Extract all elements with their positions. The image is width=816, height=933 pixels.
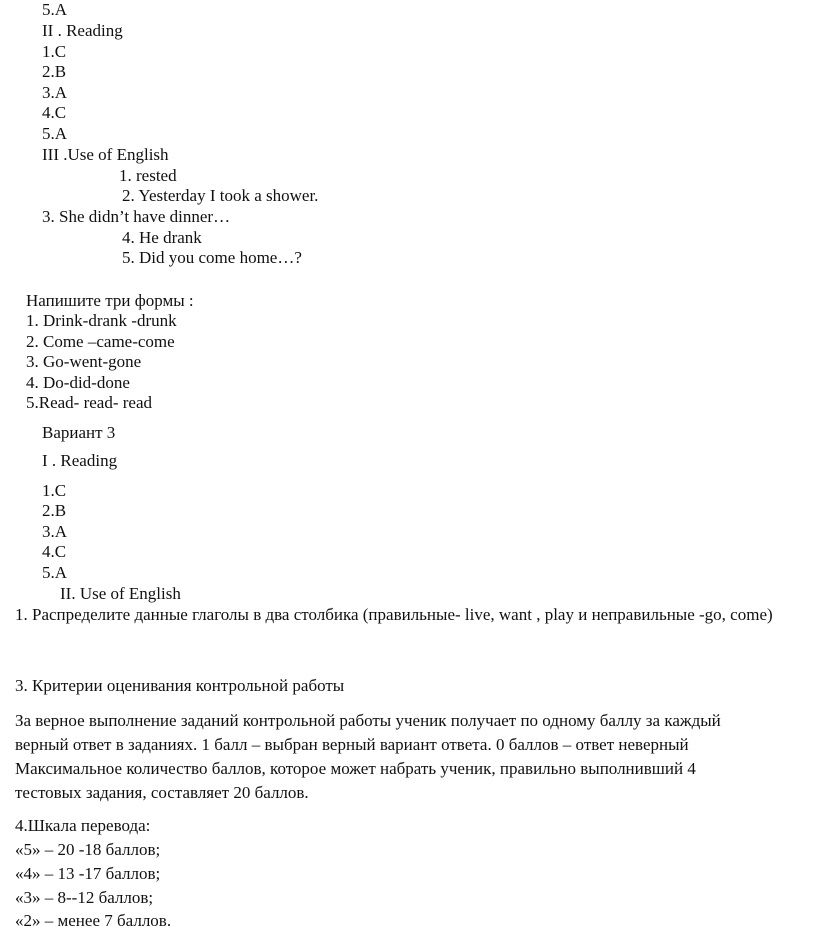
verb-forms-line: 5.Read- read- read <box>26 393 153 412</box>
section-heading-use-of-english: II. Use of English <box>60 584 181 603</box>
scale-item: «4» – 13 -17 баллов; <box>15 864 161 883</box>
variant-heading: Вариант 3 <box>42 423 116 442</box>
scale-item: «5» – 20 -18 баллов; <box>15 840 161 859</box>
verb-forms-line: 3. Go-went-gone <box>26 352 142 371</box>
answer-line: 4. He drank <box>122 228 202 247</box>
answer-line: 5.A <box>42 563 68 582</box>
criteria-paragraph-line: верный ответ в заданиях. 1 балл – выбран верный вариант ответа. 0 баллов – ответ неверный <box>15 735 689 754</box>
criteria-heading: 3. Критерии оценивания контрольной работы <box>15 676 345 695</box>
answer-line: 3.A <box>42 522 68 541</box>
verb-forms-line: 1. Drink-drank -drunk <box>26 311 177 330</box>
verb-forms-line: 2. Come –came-come <box>26 332 175 351</box>
criteria-paragraph-line: За верное выполнение заданий контрольной работы ученик получает по одному баллу за каждый <box>15 711 721 730</box>
answer-line: 2. Yesterday I took a shower. <box>122 186 319 205</box>
criteria-paragraph-line: тестовых задания, составляет 20 баллов. <box>15 783 309 802</box>
answer-line: 2.B <box>42 62 67 81</box>
section-heading-reading: II . Reading <box>42 21 123 40</box>
criteria-paragraph-line: Максимальное количество баллов, которое может набрать ученик, правильно выполнивший 4 <box>15 759 696 778</box>
section-heading-reading: I . Reading <box>42 451 118 470</box>
answer-line: 5. Did you come home…? <box>122 248 302 267</box>
task-instruction: 1. Распределите данные глаголы в два столбика (правильные- live, want , play и неправильные -go, come) <box>15 605 773 624</box>
answer-line: 3.A <box>42 83 68 102</box>
scale-heading: 4.Шкала перевода: <box>15 816 151 835</box>
verb-forms-line: 4. Do-did-done <box>26 373 130 392</box>
answer-line: 1.C <box>42 481 67 500</box>
answer-line: 4.C <box>42 103 67 122</box>
answer-line: 4.C <box>42 542 67 561</box>
answer-line: 5.A <box>42 0 68 19</box>
section-heading-use-of-english: III .Use of English <box>42 145 169 164</box>
answer-line: 1. rested <box>119 166 177 185</box>
answer-line: 1.C <box>42 42 67 61</box>
scale-item: «2» – менее 7 баллов. <box>15 911 172 930</box>
scale-item: «3» – 8--12 баллов; <box>15 888 154 907</box>
answer-line: 5.A <box>42 124 68 143</box>
three-forms-heading: Напишите три формы : <box>26 291 194 310</box>
answer-line: 2.B <box>42 501 67 520</box>
answer-line: 3. She didn’t have dinner… <box>42 207 231 226</box>
